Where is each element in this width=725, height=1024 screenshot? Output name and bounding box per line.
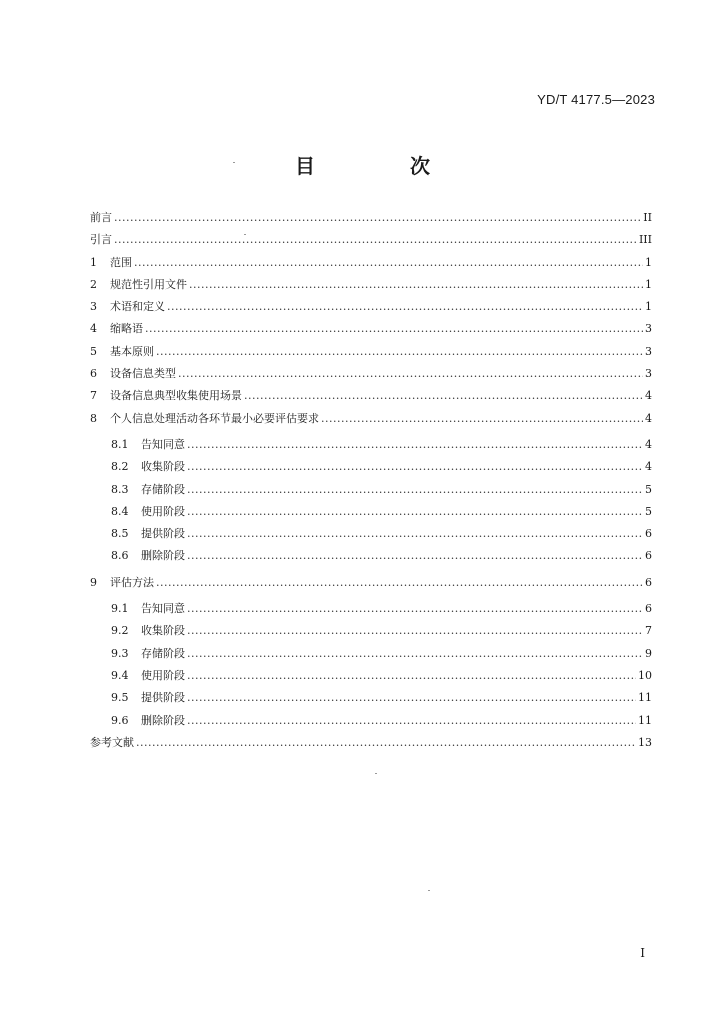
toc-entry-number: 5 — [90, 344, 97, 358]
toc-entry-label: 参考文献 — [90, 735, 134, 749]
toc-dot-leader — [134, 252, 643, 274]
toc-entry-label: 存储阶段 — [141, 482, 185, 496]
toc-entry-page: 4 — [645, 437, 652, 451]
toc-dot-leader — [189, 274, 643, 296]
toc-dot-leader — [114, 229, 637, 251]
toc-dot-leader — [187, 434, 643, 456]
toc-entry-8-4[interactable] — [90, 501, 652, 523]
toc-dot-leader — [187, 710, 636, 732]
toc-entry-number: 8.1 — [111, 437, 129, 451]
toc-entry-8-3[interactable] — [90, 479, 652, 501]
toc-entry-number: 9.2 — [111, 624, 129, 638]
toc-entry-number: 7 — [90, 389, 97, 403]
toc-entry-page: 4 — [645, 460, 652, 474]
toc-dot-leader — [244, 385, 643, 407]
toc-entry-9-4[interactable] — [90, 665, 652, 687]
toc-entry-label: 个人信息处理活动各环节最小必要评估要求 — [110, 411, 319, 425]
toc-dot-leader — [187, 643, 643, 665]
toc-entry-label: 设备信息类型 — [110, 367, 176, 381]
toc-entry-page: 11 — [638, 713, 652, 727]
toc-entry-number: 8.4 — [111, 504, 129, 518]
toc-entry-8-1[interactable] — [90, 434, 652, 456]
toc-entry-page: 1 — [645, 300, 652, 314]
toc-entry-label: 使用阶段 — [141, 668, 185, 682]
toc-entry-page: 5 — [645, 482, 652, 496]
toc-entry-foreword[interactable] — [90, 207, 652, 229]
toc-entry-9-5[interactable] — [90, 687, 652, 709]
toc-entry-label: 前言 — [90, 211, 112, 224]
toc-dot-leader — [187, 620, 643, 642]
toc-entry-label: 提供阶段 — [141, 527, 185, 541]
scan-speck — [244, 234, 246, 235]
toc-entry-9-1[interactable] — [90, 598, 652, 620]
toc-dot-leader — [156, 341, 643, 363]
toc-entry-label: 引言 — [90, 233, 112, 247]
toc-entry-label: 使用阶段 — [141, 504, 185, 518]
toc-dot-leader — [145, 318, 643, 340]
toc-entry-number: 8.6 — [111, 549, 129, 563]
scan-speck — [428, 890, 430, 891]
toc-entry-3[interactable] — [90, 296, 652, 318]
toc-entry-8-2[interactable] — [90, 456, 652, 478]
toc-entry-6[interactable] — [90, 363, 652, 385]
scan-speck — [233, 162, 235, 163]
toc-entry-7[interactable] — [90, 385, 652, 407]
toc-entry-8-6[interactable] — [90, 545, 652, 567]
toc-dot-leader — [187, 598, 643, 620]
toc-entry-number: 2 — [90, 277, 97, 291]
toc-entry-page: 4 — [645, 389, 652, 403]
scan-speck — [375, 773, 377, 774]
toc-entry-label: 告知同意 — [141, 437, 185, 451]
toc-entry-page: II — [643, 211, 652, 224]
toc-entry-page: 5 — [645, 504, 652, 518]
toc-dot-leader — [114, 207, 641, 229]
toc-entry-label: 范围 — [110, 255, 132, 269]
toc-dot-leader — [187, 687, 636, 709]
toc-entry-label: 评估方法 — [110, 575, 154, 589]
toc-entry-label: 收集阶段 — [141, 624, 185, 638]
toc-entry-page: 6 — [645, 602, 652, 616]
toc-entry-page: 6 — [645, 575, 652, 589]
toc-entry-page: 6 — [645, 549, 652, 563]
toc-entry-page: III — [638, 233, 652, 247]
toc-entry-page: 6 — [645, 527, 652, 541]
toc-dot-leader — [167, 296, 643, 318]
toc-entry-number: 4 — [90, 322, 97, 336]
toc-entry-1[interactable] — [90, 252, 652, 274]
toc-entry-2[interactable] — [90, 274, 652, 296]
toc-entry-label: 删除阶段 — [141, 549, 185, 563]
toc-entry-9-2[interactable] — [90, 620, 652, 642]
toc-entry-number: 9.4 — [111, 668, 129, 682]
toc-dot-leader — [187, 665, 636, 687]
toc-dot-leader — [136, 732, 636, 754]
toc-dot-leader — [156, 572, 643, 594]
toc-entry-label: 术语和定义 — [110, 300, 165, 314]
toc-dot-leader — [187, 456, 643, 478]
toc-entry-page: 3 — [645, 367, 652, 381]
toc-entry-number: 1 — [90, 255, 97, 269]
toc-entry-9-3[interactable] — [90, 643, 652, 665]
toc-entry-number: 9.6 — [111, 713, 129, 727]
toc-dot-leader — [187, 501, 643, 523]
page-title: 目 次 — [295, 154, 474, 178]
toc-entry-number: 8.2 — [111, 460, 129, 474]
toc-entry-label: 收集阶段 — [141, 460, 185, 474]
toc-entry-page: 10 — [638, 668, 652, 682]
toc-entry-introduction[interactable] — [90, 229, 652, 251]
toc-entry-number: 9.1 — [111, 602, 129, 616]
toc-entry-label: 告知同意 — [141, 602, 185, 616]
table-of-contents — [90, 207, 652, 754]
toc-entry-label: 提供阶段 — [141, 691, 185, 705]
toc-entry-label: 设备信息典型收集使用场景 — [110, 389, 242, 403]
toc-entry-references[interactable] — [90, 732, 652, 754]
toc-dot-leader — [321, 408, 643, 430]
toc-entry-page: 11 — [638, 691, 652, 705]
toc-entry-8[interactable] — [90, 408, 652, 430]
toc-entry-page: 7 — [645, 624, 652, 638]
toc-entry-8-5[interactable] — [90, 523, 652, 545]
toc-entry-number: 9.3 — [111, 646, 129, 660]
toc-entry-number: 3 — [90, 300, 97, 314]
toc-entry-number: 9.5 — [111, 691, 129, 705]
toc-entry-page: 3 — [645, 344, 652, 358]
toc-entry-5[interactable] — [90, 341, 652, 363]
toc-entry-number: 8.3 — [111, 482, 129, 496]
toc-entry-page: 1 — [645, 277, 652, 291]
toc-entry-page: 9 — [645, 646, 652, 660]
toc-entry-label: 存储阶段 — [141, 646, 185, 660]
toc-entry-number: 8 — [90, 411, 97, 425]
toc-dot-leader — [187, 545, 643, 567]
toc-entry-number: 6 — [90, 367, 97, 381]
toc-dot-leader — [187, 523, 643, 545]
toc-entry-label: 缩略语 — [110, 322, 143, 336]
document-code: YD/T 4177.5—2023 — [537, 92, 655, 107]
toc-entry-9-6[interactable] — [90, 710, 652, 732]
toc-entry-label: 删除阶段 — [141, 713, 185, 727]
toc-entry-9[interactable] — [90, 572, 652, 594]
toc-entry-number: 9 — [90, 575, 97, 589]
toc-dot-leader — [187, 479, 643, 501]
toc-dot-leader — [178, 363, 643, 385]
toc-entry-page: 3 — [645, 322, 652, 336]
toc-entry-number: 8.5 — [111, 527, 129, 541]
page-number: I — [640, 946, 645, 960]
toc-entry-page: 4 — [645, 411, 652, 425]
toc-entry-label: 规范性引用文件 — [110, 277, 187, 291]
toc-entry-label: 基本原则 — [110, 344, 154, 358]
toc-entry-page: 1 — [645, 255, 652, 269]
toc-entry-4[interactable] — [90, 318, 652, 340]
toc-entry-page: 13 — [638, 735, 652, 749]
